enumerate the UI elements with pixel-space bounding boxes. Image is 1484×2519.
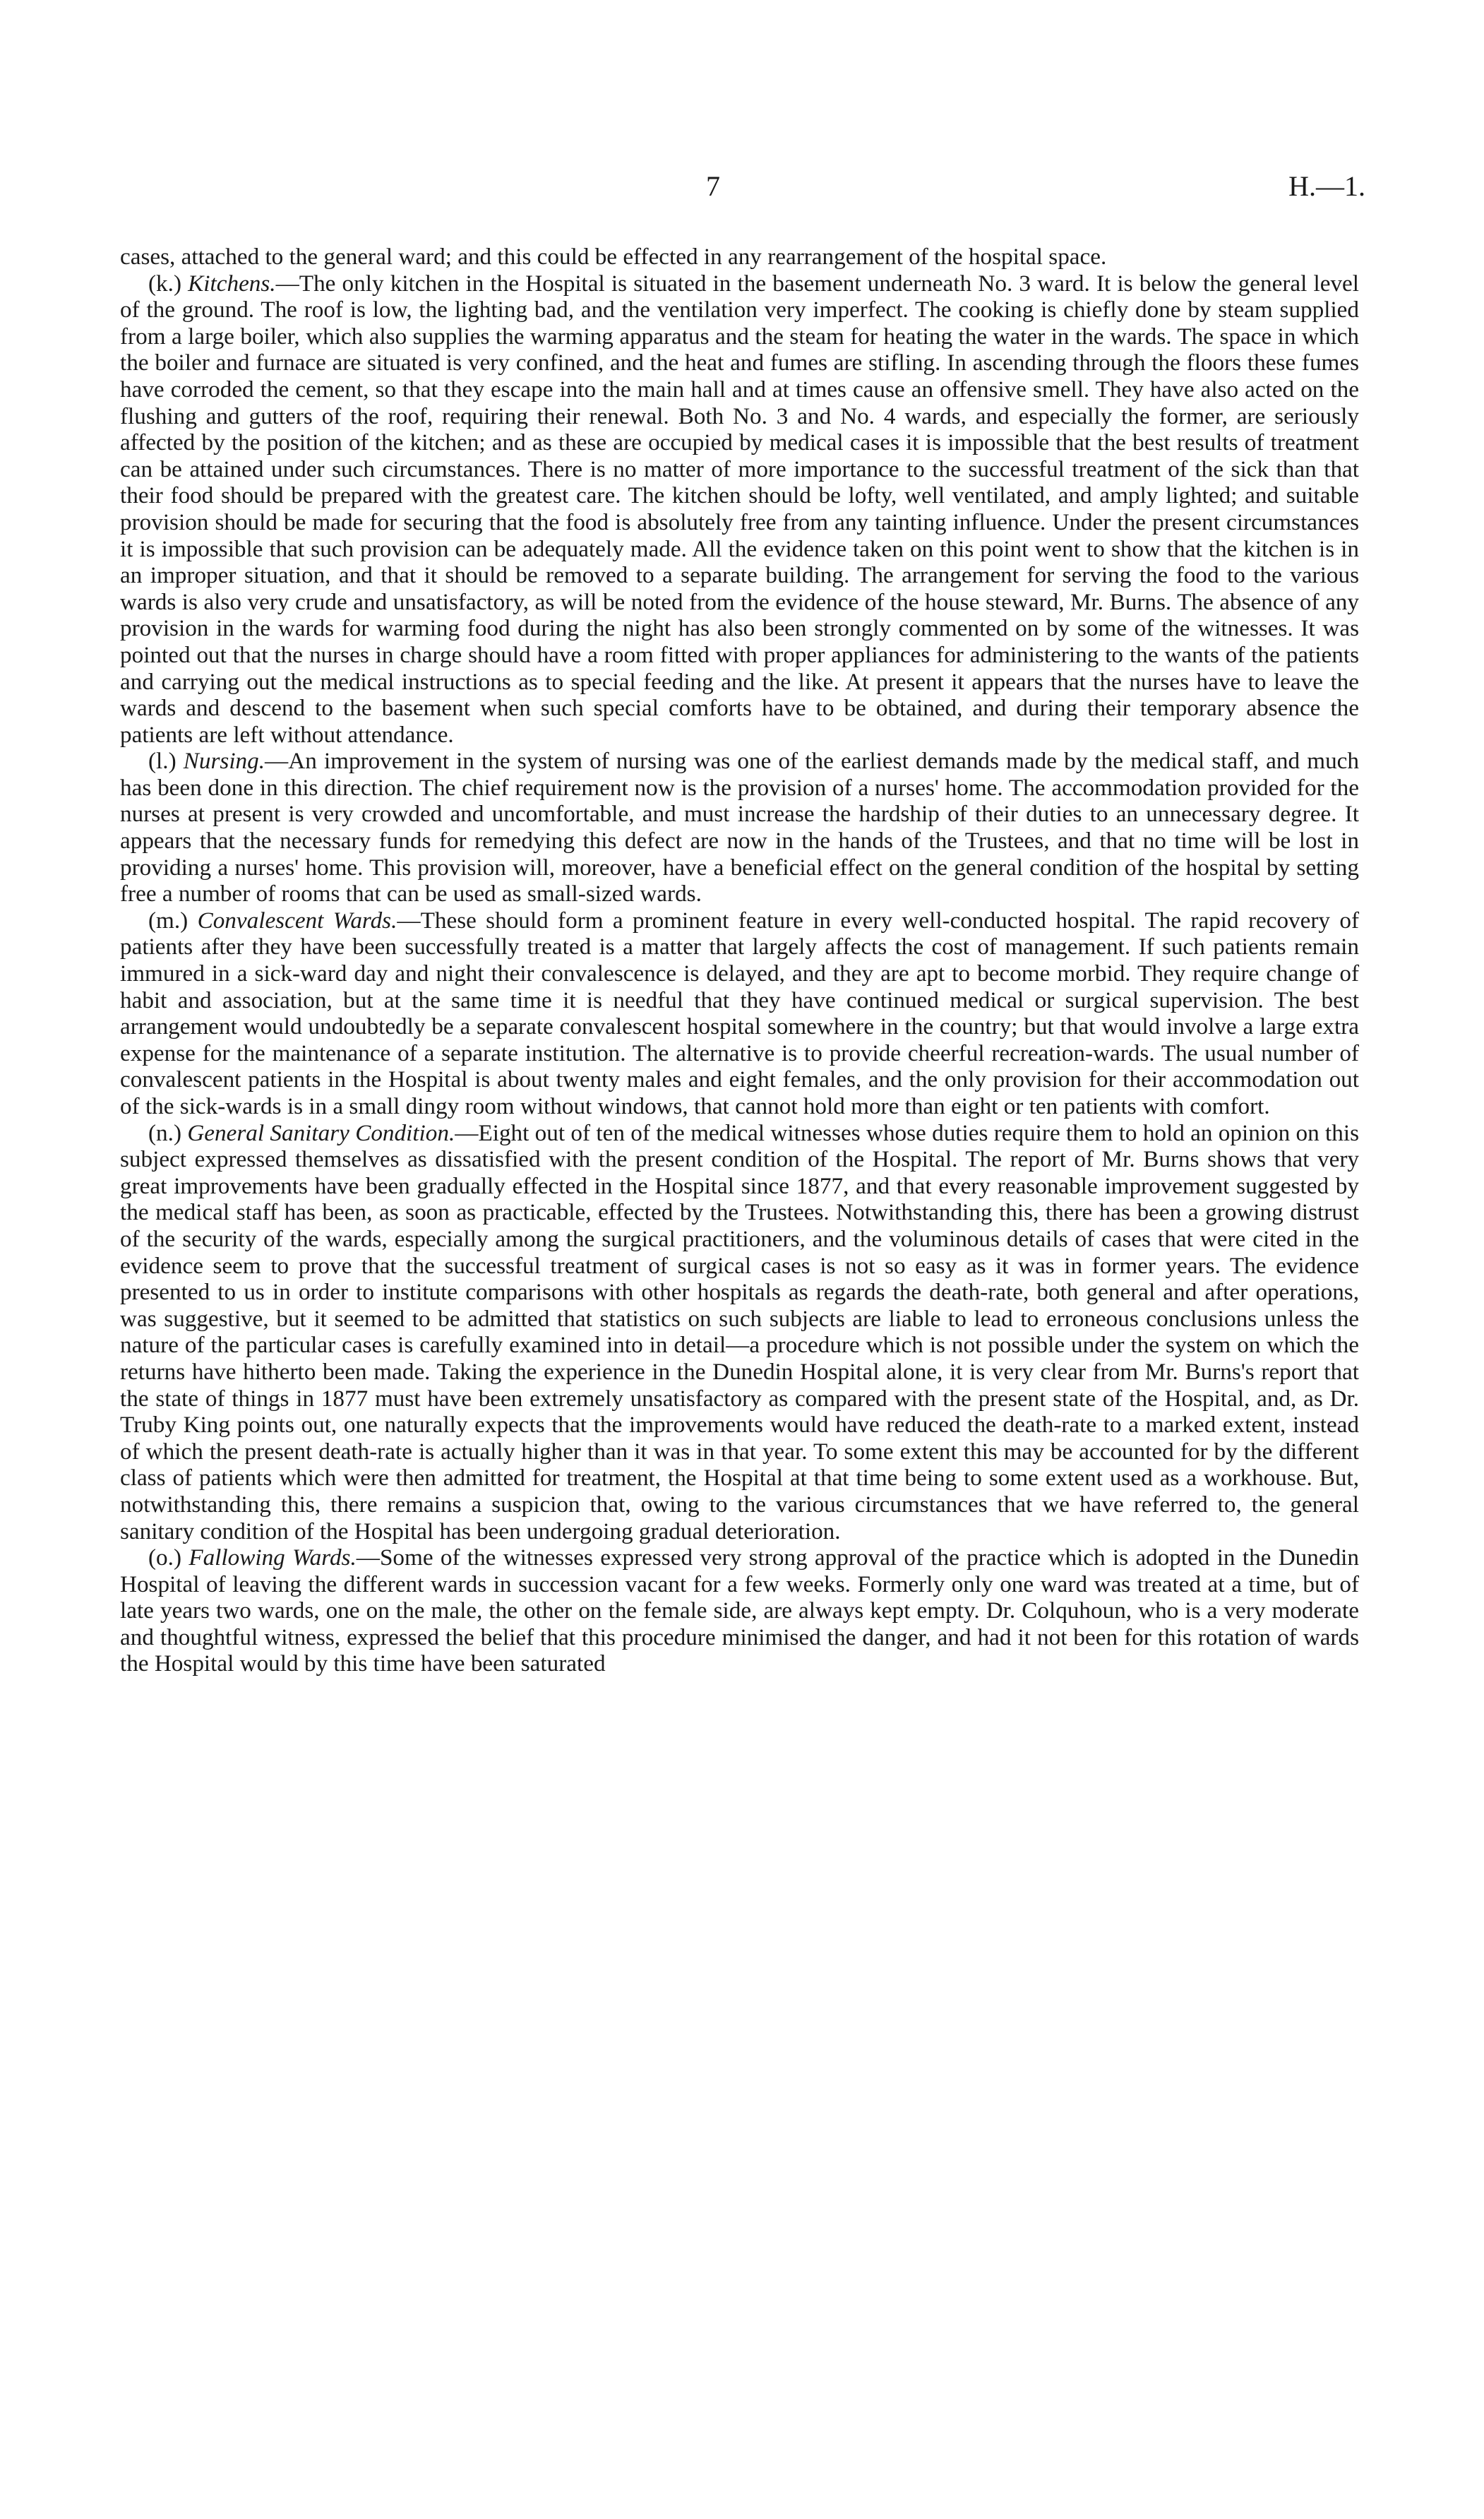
section-heading-fallowing-wards: Fallowing Wards. [189,1544,357,1571]
page-number: 7 [706,170,720,202]
paragraph-marker: (k.) [148,270,189,297]
paragraph-marker: (n.) [148,1119,188,1146]
section-heading-kitchens: Kitchens. [188,270,276,297]
document-reference: H.—1. [1288,170,1365,202]
paragraph-text: —The only kitchen in the Hospital is situated in the basement underneath No. 3 ward. It is below the general level of the ground. The roof is low, the lighting bad, and the ventilation very imperfect. The cooking is chiefly done by steam supplied from a large boiler, which also supplies the warming apparatus and the steam for heating the water in the wards. The space in which the boiler and furnace are situated is very confined, and the heat and fumes are stifling. In ascending through the floors these fumes have corroded the cement, so that they escape into the main hall and at times cause an offensive smell. They have also acted on the flushing and gutters of the roof, requiring their renewal. Both No. 3 and No. 4 wards, and especially the former, are seriously affected by the position of the kitchen; and as these are occupied by medical cases it is impossible that the best results of treatment can be attained under such circumstances. There is no matter of more importance to the successful treatment of the sick than that their food should be prepared with the greatest care. The kitchen should be lofty, well ventilated, and amply lighted; and suitable provision should be made for securing that the food is absolutely free from any tainting influence. Under the present circumstances it is impossible that such provision can be adequately made. All the evidence taken on this point went to show that the kitchen is in an improper situation, and that it should be removed to a separate building. The arrangement for serving the food to the various wards is also very crude and unsatisfactory, as will be noted from the evidence of the house steward, Mr. Burns. The absence of any provision in the wards for warming food during the night has also been strongly commented on by some of the witnesses. It was pointed out that the nurses in charge should have a room fitted with proper appliances for administering to the wants of the patients and carrying out the medical instructions as to special feeding and the like. At present it appears that the nurses have to leave the wards and descend to the basement when such special comforts have to be obtained, and during their temporary absence the patients are left without attendance. [120,270,1360,748]
section-heading-nursing: Nursing. [183,748,265,775]
paragraph-text: —Eight out of ten of the medical witnesses whose duties require them to hold an opinion on this subject expressed themselves as dissatisfied with the present condition of the Hospital. The report of Mr. Burns shows that very great improvements have been gradually effected in the Hospital since 1877, and that every reasonable improvement suggested by the medical staff has been, as soon as practicable, effected by the Trustees. Notwithstanding this, there has been a growing distrust of the security of the wards, especially among the surgical practitioners, and the voluminous details of cases that were cited in the evidence seem to prove that the successful treatment of surgical cases is not so easy as it was in former years. The evidence presented to us in order to institute comparisons with other hospitals as regards the death-rate, both general and after operations, was suggestive, but it seemed to be admitted that statistics on such subjects are liable to lead to erroneous conclusions unless the nature of the particular cases is carefully examined into in detail—a procedure which is not possible under the system on which the returns have hitherto been made. Taking the experience in the Dunedin Hospital alone, it is very clear from Mr. Burns's report that the state of things in 1877 must have been extremely unsatisfactory as compared with the present state of the Hospital, and, as Dr. Truby King points out, one naturally expects that the improvements would have reduced the death-rate to a marked extent, instead of which the present death-rate is actually higher than it was in that year. To some extent this may be accounted for by the different class of patients which were then admitted for treatment, the Hospital at that time being to some extent used as a workhouse. But, notwithstanding this, there remains a suspicion that, owing to the various circumstances that we have referred to, the general sanitary condition of the Hospital has been undergoing gradual deterioration. [120,1119,1360,1544]
paragraph-continuation [120,244,1359,270]
paragraph-nursing [120,748,1359,907]
paragraph-text: cases, attached to the general ward; and this could be effected in any rearrangement of the hospital space. [120,244,1107,270]
paragraph-text: —An improvement in the system of nursing was one of the earliest demands made by the medical staff, and much has been done in this direction. The chief requirement now is the provision of a nurses' home. The accommodation provided for the nurses at present is very crowded and uncomfortable, and must increase the hardship of their duties to an unnecessary degree. It appears that the necessary funds for remedying this defect are now in the hands of the Trustees, and that no time will be lost in providing a nurses' home. This provision will, moreover, have a beneficial effect on the general condition of the hospital by setting free a number of rooms that can be used as small-sized wards. [120,748,1359,907]
report-body [120,244,1359,1677]
paragraph-convalescent-wards [120,907,1359,1120]
paragraph-marker: (l.) [148,748,184,775]
paragraph-marker: (o.) [148,1544,189,1571]
paragraph-text: —Some of the witnesses expressed very strong approval of the practice which is adopted in the Dunedin Hospital of leaving the different wards in succession vacant for a few weeks. Formerly only one ward was treated at a time, but of late years two wards, one on the male, the other on the female side, are always kept empty. Dr. Colquhoun, who is a very moderate and thoughtful witness, expressed the belief that this procedure minimised the danger, and had it not been for this rotation of wards the Hospital would by this time have been saturated [120,1544,1359,1677]
section-heading-general-sanitary-condition: General Sanitary Condition. [187,1119,455,1146]
paragraph-text: —These should form a prominent feature in every well-conducted hospital. The rapid recovery of patients after they have been successfully treated is a matter that largely affects the cost of management. If such patients remain immured in a sick-ward day and night their convalescence is delayed, and they are apt to become morbid. They require change of habit and association, but at the same time it is needful that they have continued medical or surgical supervision. The best arrangement would undoubtedly be a separate convalescent hospital somewhere in the country; but that would involve a large extra expense for the maintenance of a separate institution. The alternative is to provide cheerful recreation-wards. The usual number of convalescent patients in the Hospital is about twenty males and eight females, and the only provision for their accommodation out of the sick-wards is in a small dingy room without windows, that cannot hold more than eight or ten patients with comfort. [120,907,1360,1119]
paragraph-marker: (m.) [148,907,198,934]
paragraph-kitchens [120,270,1359,749]
section-heading-convalescent-wards: Convalescent Wards. [197,907,397,934]
paragraph-fallowing-wards [120,1544,1359,1677]
paragraph-general-sanitary-condition [120,1120,1359,1545]
